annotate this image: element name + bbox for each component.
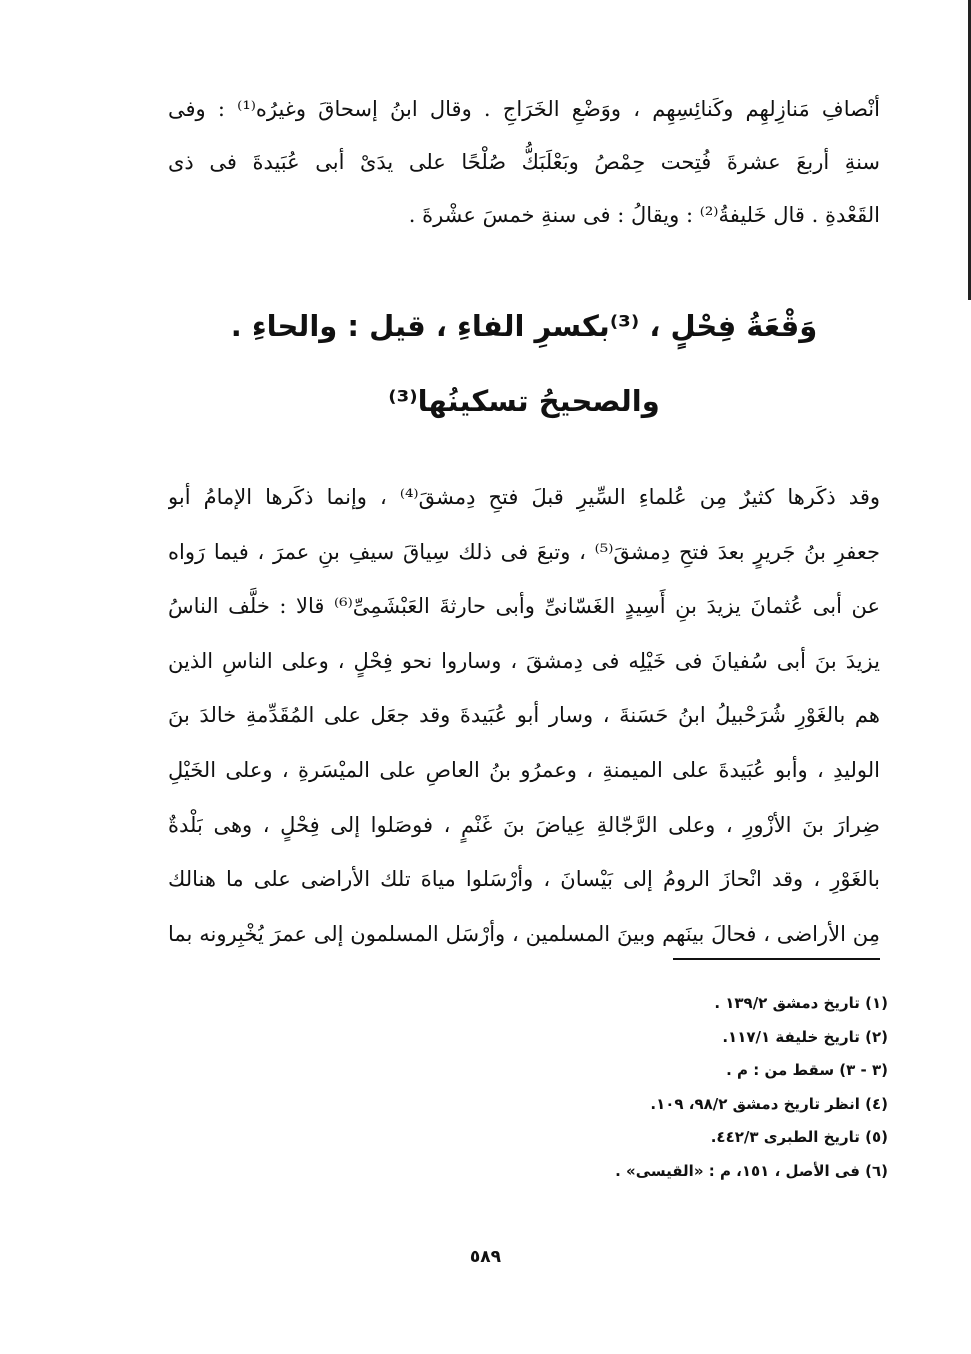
top-paragraph [168,83,880,242]
footnote: (٤) انظر تاريخ دمشق ٩٨/٢، ١٠٩. [650,1094,888,1113]
page-number: ٥٨٩ [469,1247,502,1267]
text-line: ضِرارَ بنَ الأزْورِ ، وعلى الرَّجّالةِ عِياضَ بنَ غَنْمٍ ، فوصَلوا إلى فِحْلٍ ، وهى بَلْدةٌ [168,812,880,837]
footnote: (٣ - ٣) سقط من : م . [726,1061,888,1079]
footnote-divider [673,958,880,960]
text-line: يزيدَ بنَ أبى سُفيانَ فى خَيْلِه فى دِمشقَ ، وساروا نحو فِحْلٍ ، وعلى الناسِ الذين [168,648,880,673]
footnotes [615,987,888,1188]
text-line: مِن الأراضى ، فحالَ بينَهم وبينَ المسلمين ، وأرْسَل المسلمون إلى عمرَ يُخْبِرونه بما [168,921,880,946]
section-heading: وَقْعَةُ فِحْلٍ ، ⁽³⁾بكسرِ الفاءِ ، قيل : والحاءِ . [230,309,818,343]
main-paragraph [168,470,880,961]
footnote: (١) تاريخ دمشق ١٣٩/٢ . [714,994,888,1012]
text-line: هم بالغَوْرِ شُرَحْبيلُ ابنُ حَسَنةَ ، وسار أبو عُبَيدةَ وقد جعَل على المُقَدِّمةِ خالدَ بنَ [168,703,880,728]
text-line: وقد ذكَرها كثيرٌ مِن عُلماءِ السِّيرِ قبلَ فتحِ دِمشقَ⁽⁴⁾ ، وإنما ذكَرها الإمامُ أبو [168,485,880,509]
text-line: الوليدِ ، وأبو عُبَيدةَ على الميمنةِ ، وعمرُو بنُ العاصِ على الميْسَرةِ ، وعلى الخَيْلِ [168,757,880,782]
text-line: أنْصافِ مَنازِلهِم وكَنائِسِهِم ، ووَضْعِ الخَرَاجِ . وقال ابنُ إسحاقَ وغيرُه⁽¹⁾ : وفى [168,97,880,121]
text-line: بالغَوْرِ ، وقد انْحازَ الرومُ إلى بَيْسانَ ، وأرْسَلوا مياهَ تلك الأراضى على ما هنالك [168,867,880,892]
footnote: (٦) فى الأصل ، ١٥١، م : «القيسى» . [615,1161,888,1180]
footnote: (٥) تاريخ الطبرى ٤٤٢/٣. [710,1128,888,1146]
text-line: سنةِ أربعَ عشرةَ فُتِحت حِمْصُ وبَعْلَبَكُّ صُلْحًا على يدَىْ أبى عُبَيدةَ فى ذى [168,150,880,174]
section-heading-continued: والصحيحُ تسكينُها⁽³⁾ [388,384,660,418]
footnote: (٢) تاريخ خليفة ١١٧/١. [722,1027,888,1046]
text-line: القَعْدةِ . قال خَليفةُ⁽²⁾ : ويقالُ : فى سنةِ خمسَ عشْرةَ . [408,203,880,227]
text-line: جعفرِ بنُ جَريرٍ بعدَ فتحِ دِمشقَ⁽⁵⁾ ، وتبعَ فى ذلك سِياقَ سيفِ بنِ عمرَ ، فيما رَواه [168,539,880,564]
text-line: عن أبى عُثمانَ يزيدَ بنِ أَسِيدٍ الغَسّانىِّ وأبى حارثةَ العَبْشَمِىِّ⁽⁶⁾ قالا : خلَّف الناسُ [168,594,880,619]
